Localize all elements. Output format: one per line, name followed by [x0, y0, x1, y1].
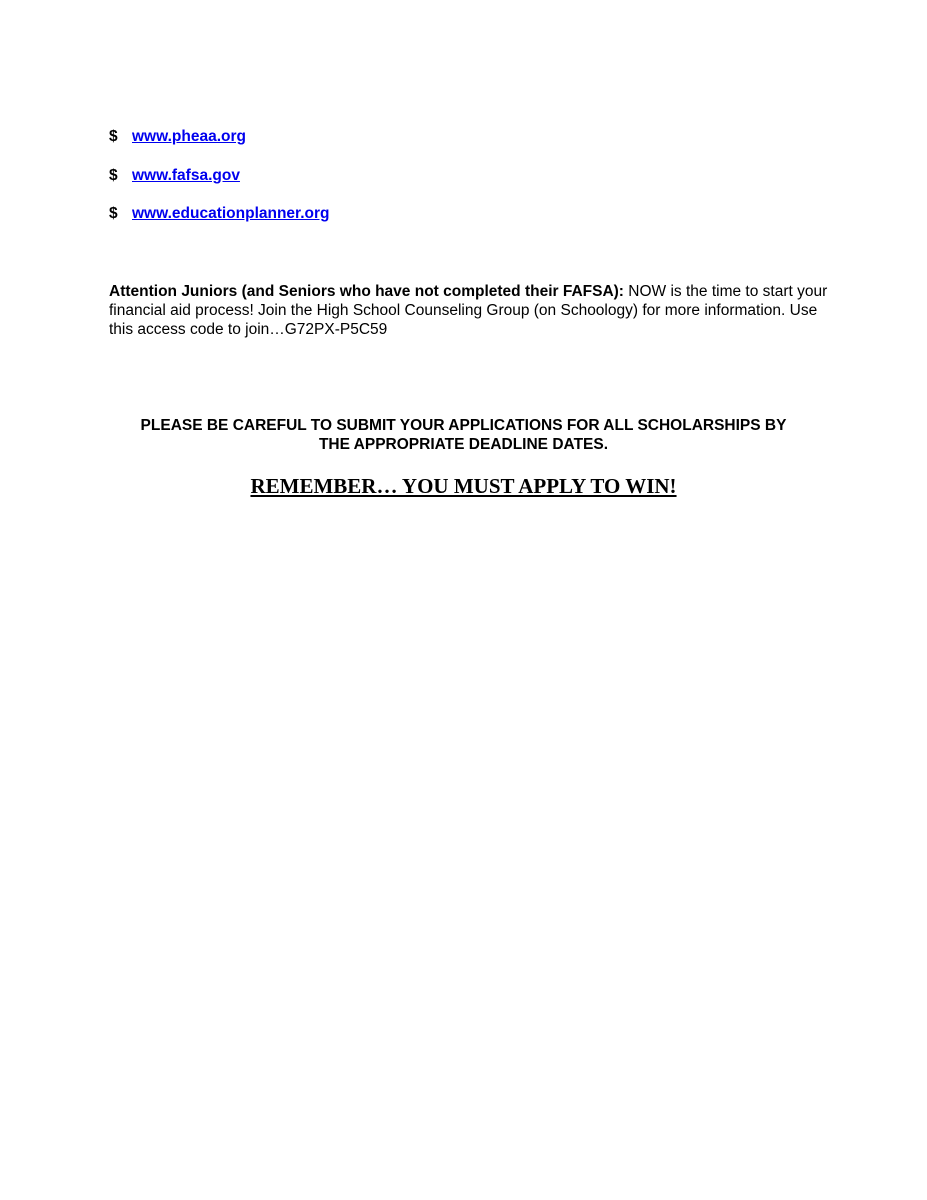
deadline-notice-line-2: THE APPROPRIATE DEADLINE DATES.	[318, 436, 609, 453]
bullet-marker: $	[109, 205, 118, 222]
fafsa-link[interactable]: www.fafsa.gov	[132, 166, 240, 184]
pheaa-link[interactable]: www.pheaa.org	[132, 128, 246, 145]
educationplanner-link[interactable]: www.educationplanner.org	[132, 205, 330, 222]
list-item	[109, 167, 330, 206]
list-item	[109, 205, 330, 244]
remember-heading: REMEMBER… YOU MUST APPLY TO WIN!	[250, 474, 677, 498]
bullet-marker: $	[109, 128, 118, 145]
deadline-notice	[100, 416, 827, 454]
attention-paragraph	[109, 282, 829, 339]
bullet-marker: $	[109, 166, 118, 184]
attention-lead: Attention Juniors (and Seniors who have not completed their FAFSA):	[109, 283, 624, 300]
resource-link-list	[109, 128, 330, 244]
list-item	[109, 128, 330, 167]
deadline-notice-line-1: PLEASE BE CAREFUL TO SUBMIT YOUR APPLICATIONS FOR ALL SCHOLARSHIPS BY	[140, 417, 787, 434]
attention-body: NOW is the time to start your financial aid process! Join the High School Counseling Group (on Schoology) for more information. Use this access code to join…G72PX-P5C59	[109, 283, 828, 338]
